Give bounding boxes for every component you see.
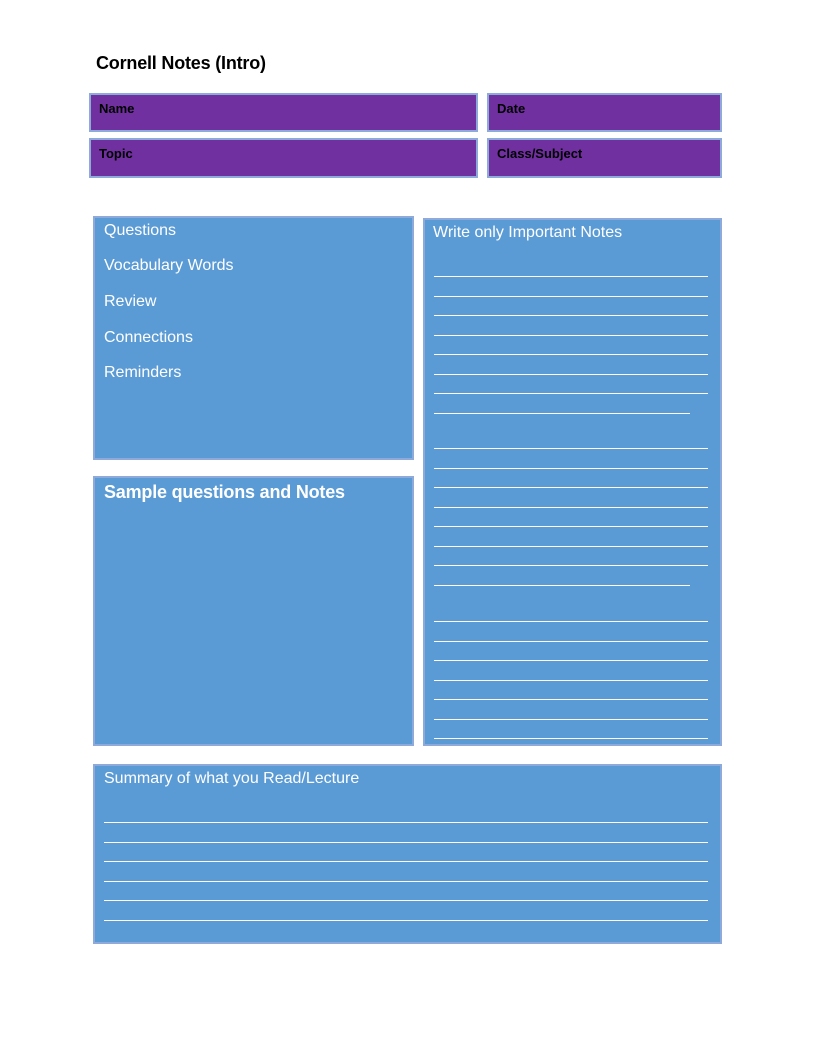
writing-line — [434, 315, 708, 316]
writing-line — [434, 585, 690, 586]
writing-line — [434, 565, 708, 566]
page-title: Cornell Notes (Intro) — [96, 53, 266, 73]
writing-line — [434, 468, 708, 469]
writing-line — [434, 335, 708, 336]
cue-item-vocabulary-words: Vocabulary Words — [104, 257, 234, 274]
summary-box[interactable] — [93, 764, 722, 944]
name-label: Name — [99, 101, 135, 116]
writing-line — [434, 487, 708, 488]
writing-line — [434, 354, 708, 355]
writing-line — [434, 699, 708, 700]
writing-line — [434, 276, 708, 277]
writing-line — [434, 641, 708, 642]
writing-line — [104, 920, 708, 921]
sample-questions-heading: Sample questions and Notes — [104, 482, 345, 502]
writing-line — [104, 822, 708, 823]
cue-item-review: Review — [104, 293, 157, 310]
cue-item-questions: Questions — [104, 222, 177, 239]
writing-line — [434, 660, 708, 661]
writing-line — [434, 448, 708, 449]
writing-line — [104, 900, 708, 901]
cue-item-reminders: Reminders — [104, 364, 182, 381]
writing-line — [104, 861, 708, 862]
writing-line — [434, 374, 708, 375]
writing-line — [434, 680, 708, 681]
notes-column-box[interactable] — [423, 218, 722, 746]
writing-line — [434, 526, 708, 527]
cue-column-box[interactable] — [93, 216, 414, 460]
date-field[interactable] — [487, 93, 722, 132]
writing-line — [434, 507, 708, 508]
name-field[interactable] — [89, 93, 478, 132]
summary-heading: Summary of what you Read/Lecture — [104, 770, 360, 787]
sample-questions-box[interactable] — [93, 476, 414, 746]
topic-field[interactable] — [89, 138, 478, 178]
writing-line — [434, 621, 708, 622]
class-subject-field[interactable] — [487, 138, 722, 178]
date-label: Date — [497, 101, 526, 116]
writing-line — [434, 296, 708, 297]
class-subject-label: Class/Subject — [497, 146, 583, 161]
writing-line — [434, 413, 690, 414]
topic-label: Topic — [99, 146, 133, 161]
writing-line — [434, 393, 708, 394]
writing-line — [104, 842, 708, 843]
cue-item-connections: Connections — [104, 329, 193, 346]
writing-line — [434, 546, 708, 547]
writing-line — [104, 881, 708, 882]
writing-line — [434, 738, 708, 739]
notes-heading: Write only Important Notes — [433, 224, 623, 241]
writing-line — [434, 719, 708, 720]
